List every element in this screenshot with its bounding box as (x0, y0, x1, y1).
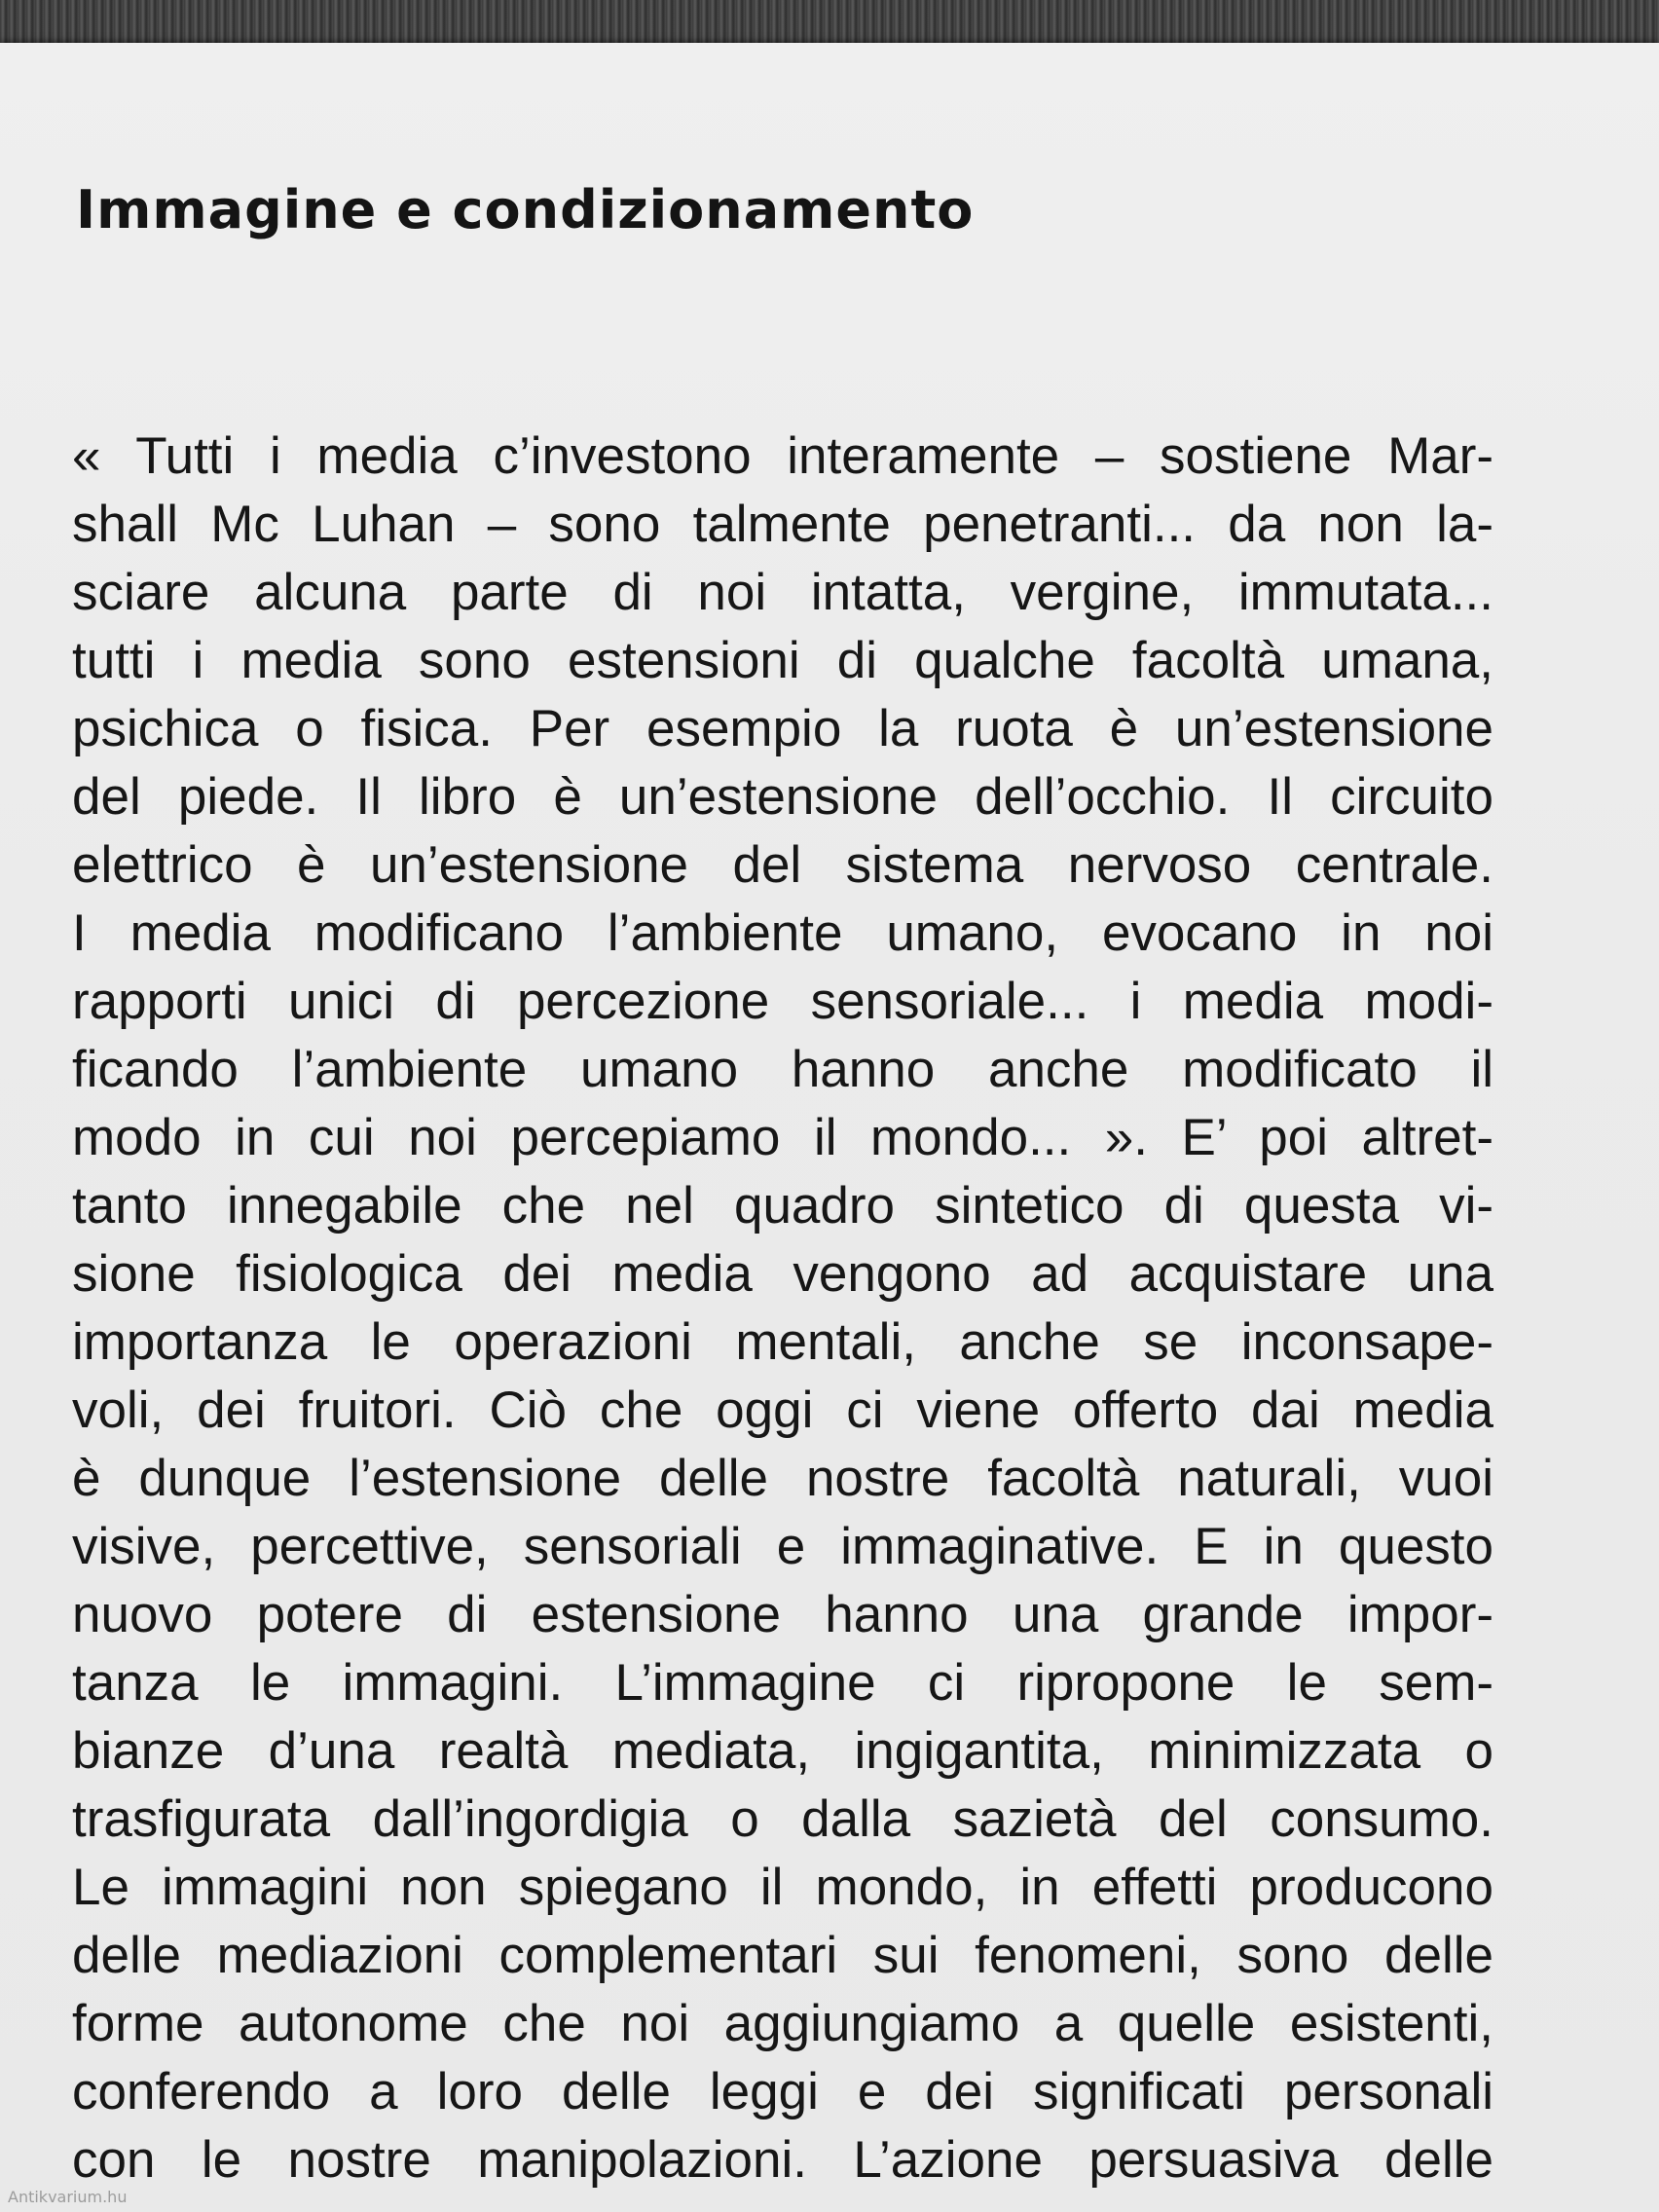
text-line: psichica o fisica. Per esempio la ruota è un’estensione (72, 700, 1493, 757)
book-page (0, 43, 1659, 2212)
watermark: Antikvarium.hu (8, 2188, 128, 2206)
text-line: delle mediazioni complementari sui fenomeni, sono delle (72, 1927, 1493, 1984)
text-line: sione fisiologica dei media vengono ad acquistare una (72, 1245, 1493, 1303)
text-line: « Tutti i media c’investono interamente – sostiene Mar- (72, 427, 1493, 485)
body-paragraph (72, 423, 1493, 2194)
text-line: forme autonome che noi aggiungiamo a quelle esistenti, (72, 1995, 1493, 2052)
text-line: nuovo potere di estensione hanno una grande impor- (72, 1586, 1493, 1643)
text-line: conferendo a loro delle leggi e dei significati personali (72, 2063, 1493, 2120)
text-line: I media modificano l’ambiente umano, evocano in noi (72, 904, 1493, 962)
text-line: importanza le operazioni mentali, anche se inconsape- (72, 1313, 1493, 1371)
text-line: modo in cui noi percepiamo il mondo... ». E’ poi altret- (72, 1109, 1493, 1166)
text-line: bianze d’una realtà mediata, ingigantita, minimizzata o (72, 1722, 1493, 1780)
text-line: rapporti unici di percezione sensoriale... i media modi- (72, 973, 1493, 1030)
text-line: shall Mc Luhan – sono talmente penetranti... da non la- (72, 496, 1493, 553)
text-line: del piede. Il libro è un’estensione dell’occhio. Il circuito (72, 768, 1493, 826)
text-line: visive, percettive, sensoriali e immaginative. E in questo (72, 1518, 1493, 1575)
text-line: tanza le immagini. L’immagine ci ripropone le sem- (72, 1654, 1493, 1712)
text-line: voli, dei fruitori. Ciò che oggi ci viene offerto dai media (72, 1382, 1493, 1439)
book-top-edge (0, 0, 1659, 49)
text-line: tutti i media sono estensioni di qualche facoltà umana, (72, 632, 1493, 689)
text-line: sciare alcuna parte di noi intatta, vergine, immutata... (72, 564, 1493, 621)
text-line: tanto innegabile che nel quadro sintetico di questa vi- (72, 1177, 1493, 1235)
text-line: ficando l’ambiente umano hanno anche modificato il (72, 1041, 1493, 1098)
text-line: Le immagini non spiegano il mondo, in effetti producono (72, 1859, 1493, 1916)
text-line: è dunque l’estensione delle nostre facoltà naturali, vuoi (72, 1450, 1493, 1507)
text-line: trasfigurata dall’ingordigia o dalla sazietà del consumo. (72, 1790, 1493, 1848)
section-heading: Immagine e condizionamento (76, 179, 975, 240)
text-line: elettrico è un’estensione del sistema nervoso centrale. (72, 836, 1493, 894)
text-line: con le nostre manipolazioni. L’azione persuasiva delle (72, 2131, 1493, 2189)
